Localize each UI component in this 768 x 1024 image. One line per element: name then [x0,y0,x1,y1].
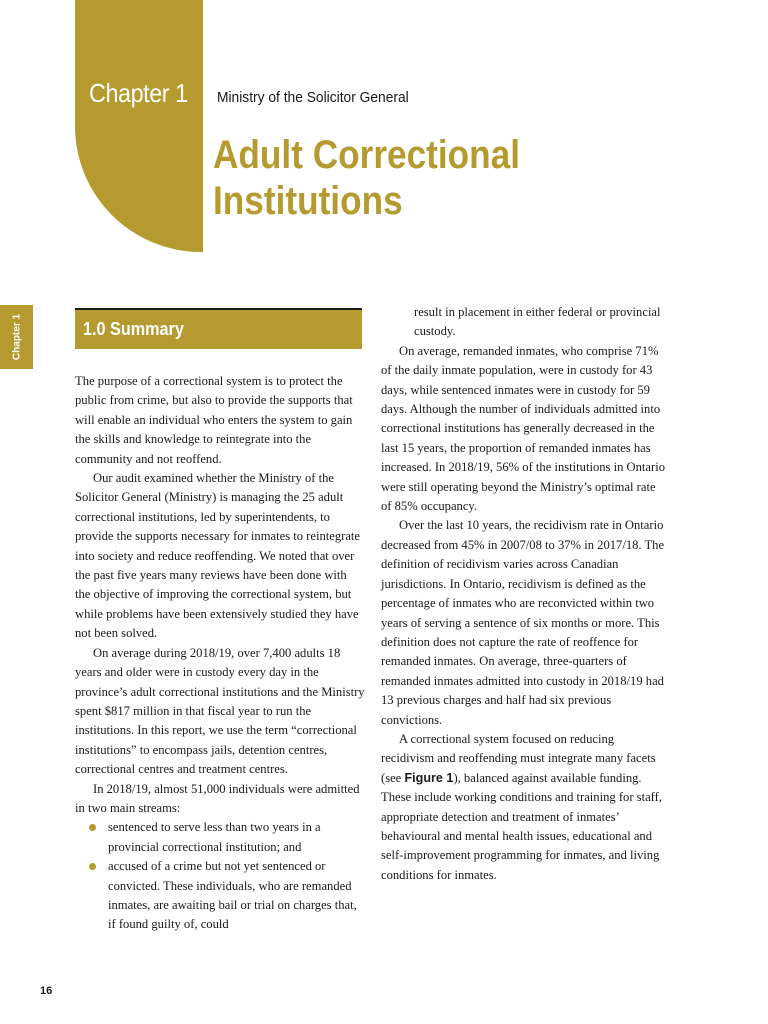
bullet-dot-icon [89,863,96,870]
title-line-1: Adult Correctional [213,133,521,177]
side-chapter-tab [0,305,33,369]
paragraph-text: A correctional system focused on reducing recidivism and reoffending must integrate many facets (see [381,731,656,785]
list-item-continuation: result in placement in either federal or provincial custody. [414,305,661,339]
paragraph: On average, remanded inmates, who comprise 71% of the daily inmate population, were in custody for 43 days, while sentenced inmates were in custody for 59 days. Although the number of individuals admitted into correctional institutions has generally decreased in the last 15 years, the proportion of remanded inmates has increased. In 2018/19, 56% of the institutions in Ontario were still operating beyond the Ministry’s optimal rate of 85% occupancy. [381,343,666,514]
title-line-2: Institutions [213,179,403,223]
paragraph-text: ), balanced against available funding. These include working conditions and training for staff, appropriate detection and treatment of inmates’ behavioural and mental health issues, educational and self-improvement programming for inmates, and living conditions for inmates. [381,770,662,882]
list-item-text: accused of a crime but not yet sentenced or convicted. These individuals, who are remanded inmates, are awaiting bail or trial on charges that, if found guilty of, could [108,859,357,932]
chapter-tab-rule [201,0,203,252]
paragraph: The purpose of a correctional system is to protect the public from crime, but also to provide the supports that will enable an individual who enters the system to gain the skills and knowledge to reintegrate into the community and not reoffend. [75,374,353,466]
chapter-label: Chapter 1 [89,78,188,108]
bullet-dot-icon [89,824,96,831]
paragraph: On average during 2018/19, over 7,400 adults 18 years and older were in custody every day in the province’s adult correctional institutions and the Ministry spent $817 million in that fiscal year to run the institutions. In this report, we use the term “correctional institutions” to encompass jails, detention centres, correctional centres and treatment centres. [75,645,365,777]
chapter-tab [75,0,201,252]
figure-reference: Figure 1 [404,770,454,785]
section-heading-bar [75,308,362,349]
list-item [108,818,365,857]
right-column [381,303,669,885]
ministry-name: Ministry of the Solicitor General [217,89,409,106]
section-heading: 1.0 Summary [83,319,184,339]
page-title [213,132,520,224]
paragraph: Over the last 10 years, the recidivism rate in Ontario decreased from 45% in 2007/08 to 37% in 2017/18. The definition of recidivism varies across Canadian jurisdictions. In Ontario, recidivism is defined as the percentage of inmates who are reconvicted within two years of serving a sentence of six months or more. This definition does not capture the rate of reoffence for remanded inmates. On average, three-quarters of remanded inmates admitted into custody in 2018/19 had 13 previous charges and half had six previous convictions. [381,518,665,727]
list-item [108,857,365,935]
bullet-list [75,818,365,934]
paragraph: Our audit examined whether the Ministry of the Solicitor General (Ministry) is managing the 25 adult correctional institutions, led by superintendents, to provide the supports necessary for inmates to reintegrate into society and reduce reoffending. We noted that over the past five years many reviews have been done with the objective of improving the correctional system, but while problems have been extensively studied they have not been solved. [75,471,361,641]
list-item-text: sentenced to serve less than two years in a provincial correctional institution; and [108,820,321,854]
page-number: 16 [40,985,53,997]
side-chapter-label: Chapter 1 [11,313,22,361]
paragraph [381,730,669,885]
left-column [75,372,365,935]
paragraph: In 2018/19, almost 51,000 individuals were admitted in two main streams: [75,781,360,815]
